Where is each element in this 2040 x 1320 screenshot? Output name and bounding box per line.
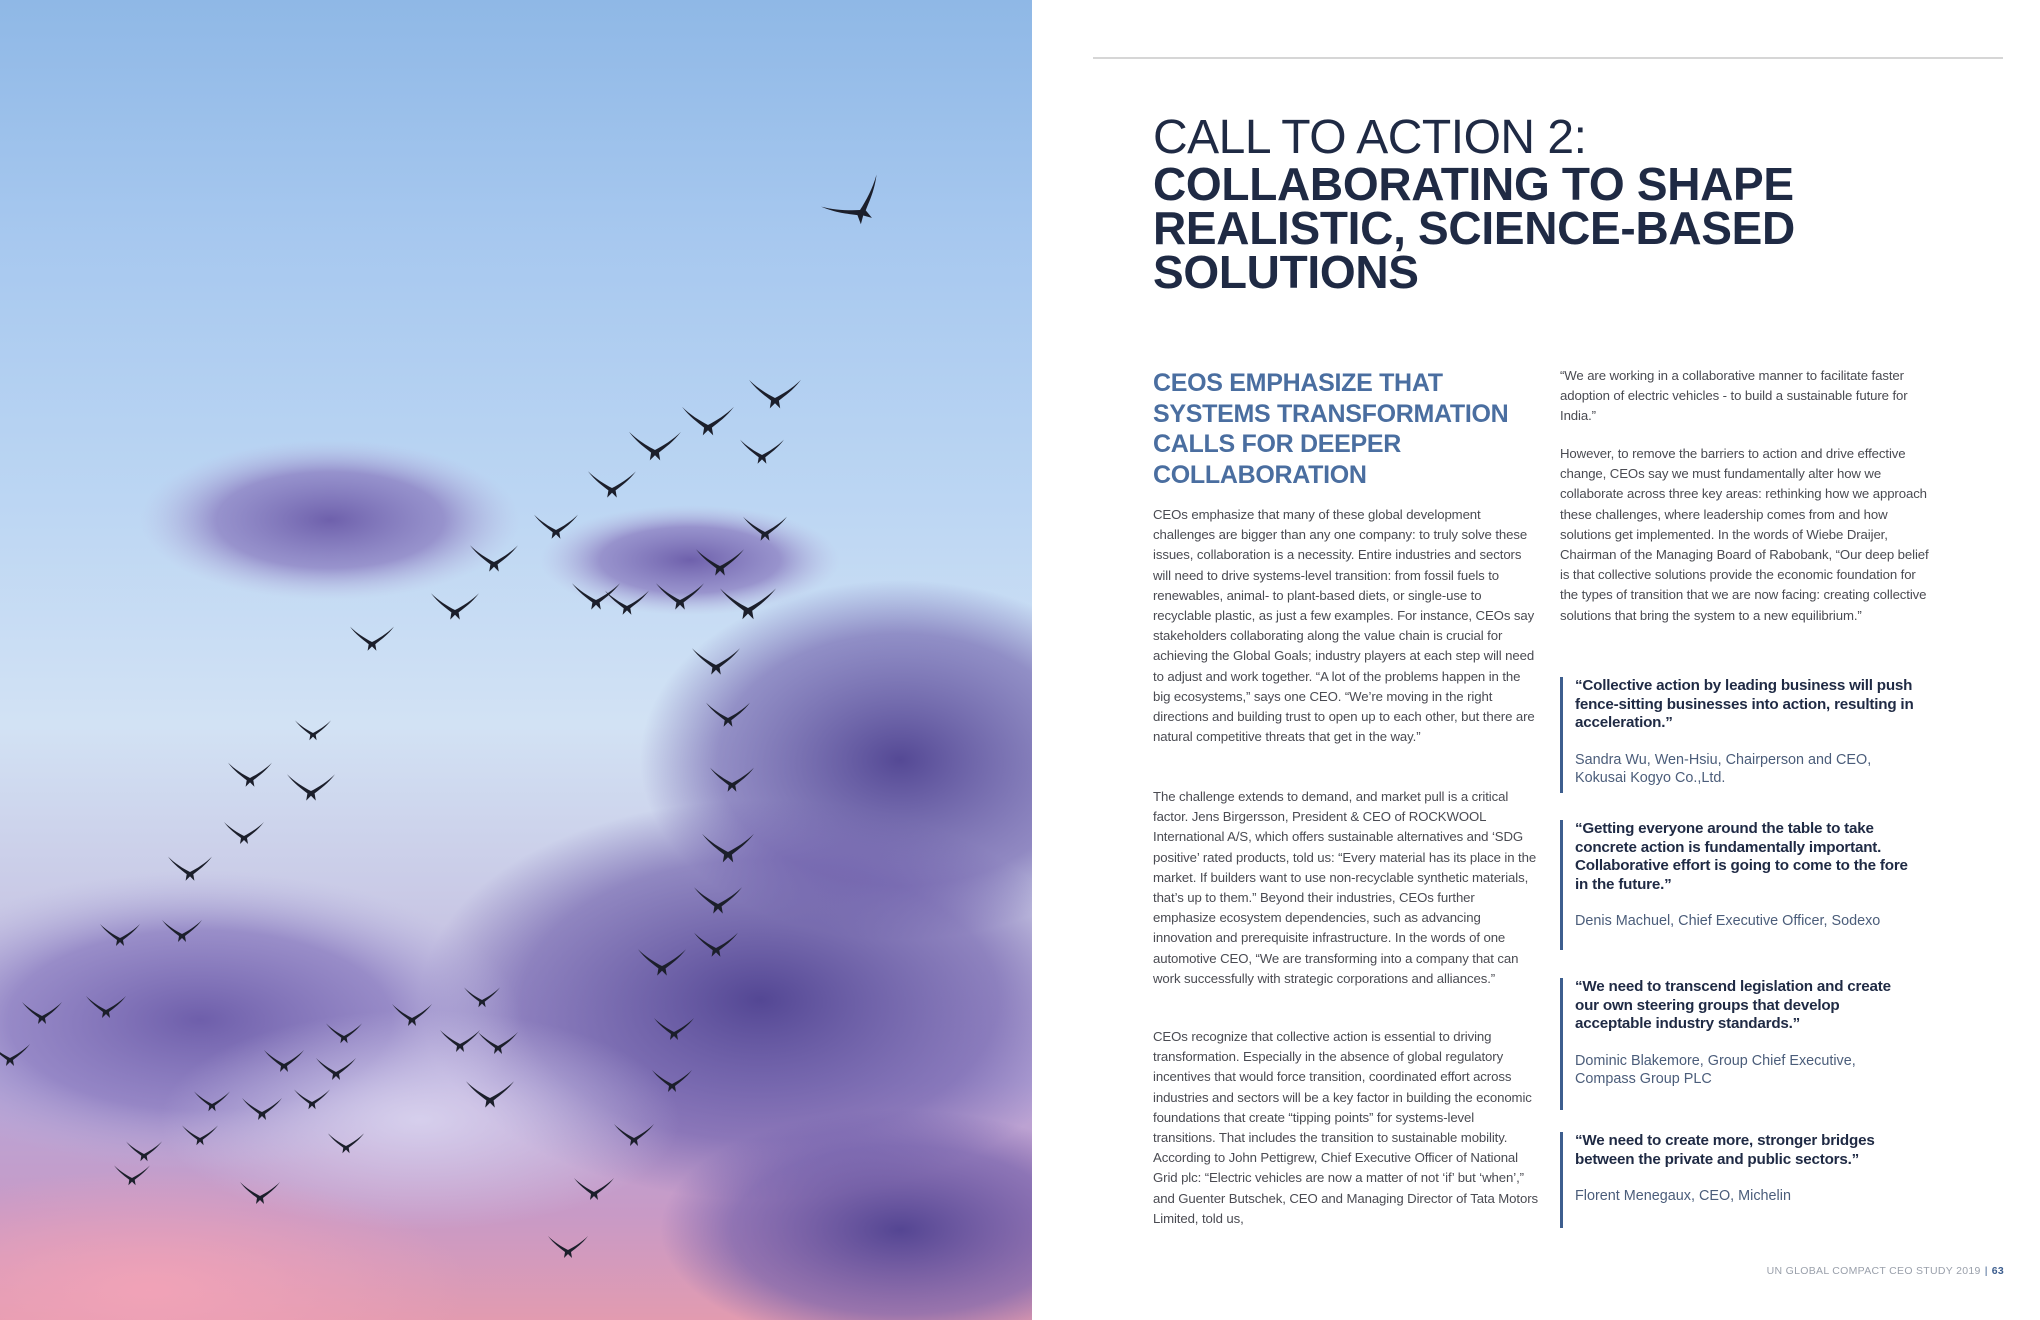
quote-text: “We need to transcend legislation and create our own steering groups that develop acceptable industry standards.” — [1575, 978, 1891, 1033]
body-paragraph: CEOs emphasize that many of these global development challenges are bigger than any one company: to truly solve these issues, collaboration is a necessity. Entire industries and sectors will need to drive systems-level transition: from fossil fuels to renewables, animal- to plant-based diets, or single-use to recyclable plastic, as just a few examples. For instance, CEOs say stakeholders collaborating along the value chain is crucial for achieving the Global Goals; industry players at each step will need to adjust and work together. “A lot of the problems happen in the big ecosystems,” says one CEO. “We’re moving in the right directions and building trust to open up to each other, but there are natural competitive threats that get in the way.” — [1153, 507, 1535, 745]
body-paragraph: “We are working in a collaborative manner to facilitate faster adoption of electric vehicles - to build a sustainable future for India.” — [1560, 368, 1908, 424]
quote-text: “Getting everyone around the table to take concrete action is fundamentally important. Collaborative effort is going to come to the fore in the future.” — [1575, 820, 1908, 893]
body-paragraph: The challenge extends to demand, and market pull is a critical factor. Jens Birgersson, President & CEO of ROCKWOOL International A/S, which offers sustainable alternatives and ‘SDG positive’ rated products, told us: “Every material has its place in the market. If builders want to use non-recyclable synthetic materials, that’s up to them.” Beyond their industries, CEOs further emphasize ecosystem dependencies, such as advancing innovation and prerequisite infrastructure. In the words of one automotive CEO, “We are transforming into a company that can work successfully with strategic corporations and alliances.” — [1153, 789, 1537, 986]
page-footer — [1767, 1265, 2004, 1277]
pull-quote — [1560, 820, 1915, 950]
page-title-prefix: CALL TO ACTION 2: — [1153, 111, 1587, 164]
footer-separator: | — [1984, 1265, 1988, 1277]
cloud-upper-left — [140, 440, 520, 600]
page-number: 63 — [1991, 1265, 2004, 1277]
pull-quote — [1560, 978, 1915, 1110]
quote-attribution: Dominic Blakemore, Group Chief Executive, Compass Group PLC — [1575, 1052, 1856, 1088]
pull-quote — [1560, 677, 1915, 793]
quote-attribution: Florent Menegaux, CEO, Michelin — [1575, 1188, 1791, 1205]
quote-attribution: Sandra Wu, Wen-Hsiu, Chairperson and CEO, Kokusai Kogyo Co.,Ltd. — [1575, 751, 1872, 787]
quote-attribution: Denis Machuel, Chief Executive Officer, Sodexo — [1575, 913, 1881, 930]
top-divider — [1093, 57, 2003, 59]
quote-text: “We need to create more, stronger bridges between the private and public sectors.” — [1575, 1132, 1875, 1168]
body-paragraph: CEOs recognize that collective action is essential to driving transformation. Especially in the absence of global regulatory incentives that would force transition, coordinated effort across industries and sectors will be a key factor in building the economic foundations that create “tipping points” for systems-level transitions. That includes the transition to sustainable mobility. According to John Pettigrew, Chief Executive Officer of National Grid plc: “Electric vehicles are now a matter of not ‘if’ but ‘when’,” and Guenter Butschek, CEO and Managing Director of Tata Motors Limited, told us, — [1153, 1029, 1538, 1226]
page-title: COLLABORATING TO SHAPE REALISTIC, SCIENCE-BASED SOLUTIONS — [1153, 158, 1795, 298]
body-paragraph: However, to remove the barriers to action and drive effective change, CEOs say we must fundamentally alter how we collaborate across three key areas: rethinking how we approach these challenges, where leadership comes from and how solutions get implemented. In the words of Wiebe Draijer, Chairman of the Managing Board of Rabobank, “Our deep belief is that collective solutions provide the economic foundation for the types of transition that we are now facing: creating collective solutions that bring the system to a new equilibrium.” — [1560, 446, 1929, 623]
pull-quote — [1560, 1132, 1915, 1228]
section-heading: CEOS EMPHASIZE THAT SYSTEMS TRANSFORMATION CALLS FOR DEEPER COLLABORATION — [1153, 369, 1509, 489]
quote-text: “Collective action by leading business will push fence-sitting businesses into action, resulting in acceleration.” — [1575, 677, 1914, 732]
footer-publication: UN GLOBAL COMPACT CEO STUDY 2019 — [1766, 1265, 1981, 1277]
